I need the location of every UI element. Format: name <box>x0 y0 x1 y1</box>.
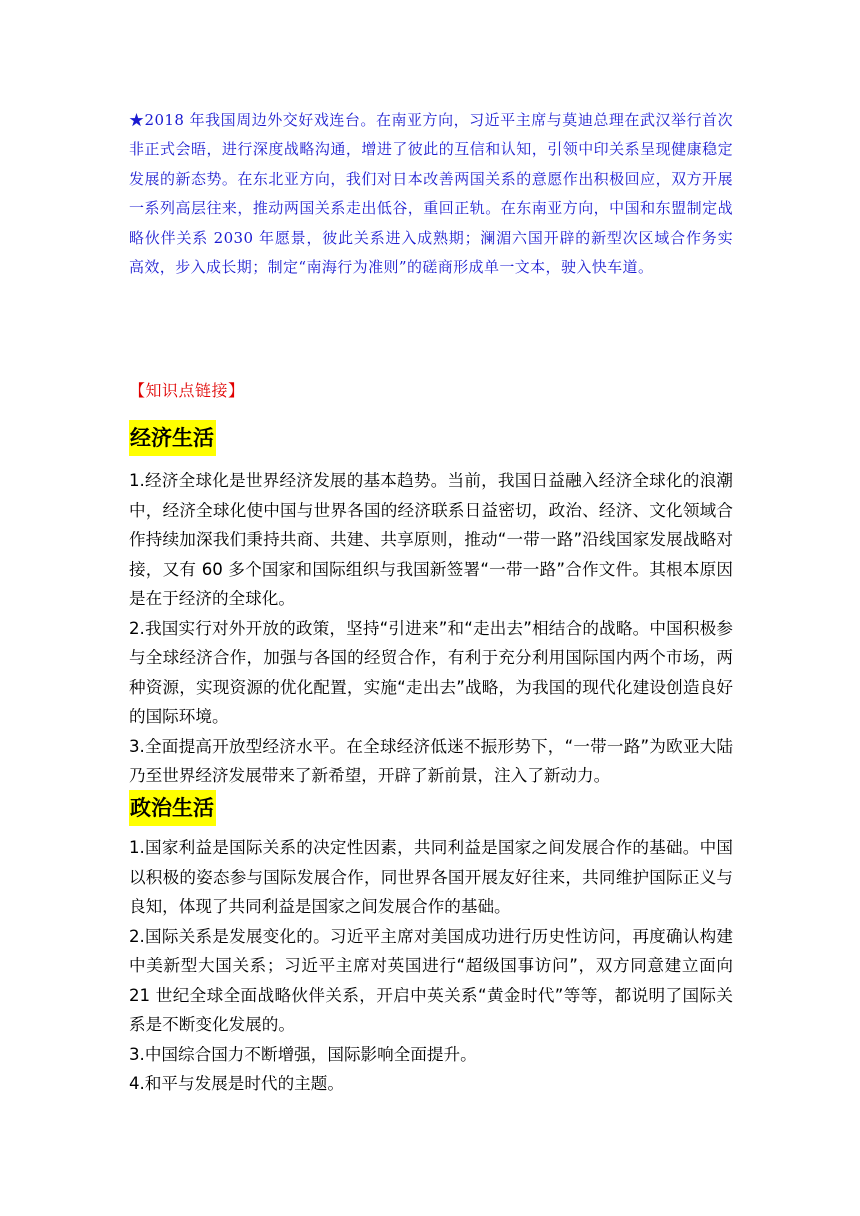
political-point-1: 1.国家利益是国际关系的决定性因素，共同利益是国家之间发展合作的基础。中国以积极的姿态参与国际发展合作，同世界各国开展友好往来，共同维护国际正义与良知，体现了共同利益是国家之间发展合作的基础。 <box>129 838 733 916</box>
political-point-4: 4.和平与发展是时代的主题。 <box>129 1074 344 1093</box>
section-title-political-life: 政治生活 <box>129 790 216 826</box>
intro-text: 2018 年我国周边外交好戏连台。在南亚方向，习近平主席与莫迪总理在武汉举行首次非正式会晤，进行深度战略沟通，增进了彼此的互信和认知，引领中印关系呈现健康稳定发展的新态势。在东北亚方向，我们对日本改善两国关系的意愿作出积极回应，双方开展一系列高层往来，推动两国关系走出低谷，重回正轨。在东南亚方向，中国和东盟制定战略伙伴关系 2030 年愿景，彼此关系进入成熟期；澜湄六国开辟的新型次区域合作务实高效，步入成长期；制定“南海行为准则”的磋商形成单一文本，驶入快车道。 <box>129 111 733 277</box>
economic-point-3: 3.全面提高开放型经济水平。在全球经济低迷不振形势下，“一带一路”为欧亚大陆乃至世界经济发展带来了新希望，开辟了新前景，注入了新动力。 <box>129 736 733 785</box>
political-point-2: 2.国际关系是发展变化的。习近平主席对美国成功进行历史性访问，再度确认构建中美新型大国关系；习近平主席对英国进行“超级国事访问”，双方同意建立面向 21 世纪全球全面战略伙伴关系，开启中英关系“黄金时代”等等，都说明了国际关系是不断变化发展的。 <box>129 926 733 1034</box>
section-body-political-life <box>129 833 733 1099</box>
knowledge-link-heading: 【知识点链接】 <box>129 381 245 400</box>
political-point-3: 3.中国综合国力不断增强，国际影响全面提升。 <box>129 1044 477 1064</box>
star-icon: ★ <box>129 111 145 129</box>
economic-point-1: 1.经济全球化是世界经济发展的基本趋势。当前，我国日益融入经济全球化的浪潮中，经济全球化使中国与世界各国的经济联系日益密切，政治、经济、文化领域合作持续加深我们秉持共商、共建、共享原则，推动“一带一路”沿线国家发展战略对接，又有 60 多个国家和国际组织与我国新签署“一带一路”合作文件。其根本原因是在于经济的全球化。 <box>129 471 733 608</box>
economic-point-2: 2.我国实行对外开放的政策，坚持“引进来”和“走出去”相结合的战略。中国积极参与全球经济合作，加强与各国的经贸合作，有利于充分利用国际国内两个市场，两种资源，实现资源的优化配置，实施“走出去”战略，为我国的现代化建设创造良好的国际环境。 <box>129 618 733 726</box>
intro-paragraph <box>129 106 733 282</box>
section-title-economic-life: 经济生活 <box>129 420 216 456</box>
section-body-economic-life <box>129 466 733 791</box>
